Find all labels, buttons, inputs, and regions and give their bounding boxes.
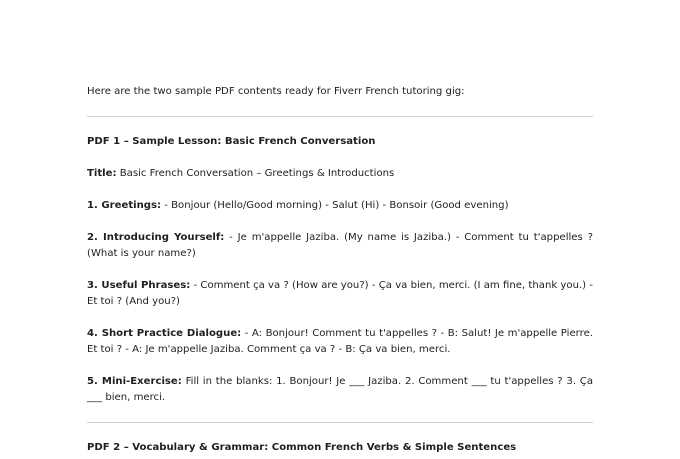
- item-text: - Bonjour (Hello/Good morning) - Salut (Hi) - Bonsoir (Good evening): [161, 200, 509, 211]
- pdf1-greetings: [87, 198, 593, 214]
- pdf1-dialogue: [87, 326, 593, 358]
- pdf1-title-line: [87, 166, 593, 182]
- item-text: - Je m'appelle Jaziba. (My name is Jaziba.) - Comment tu t'appelles ? (What is your name?): [87, 232, 593, 259]
- pdf1-introducing: [87, 230, 593, 262]
- item-text: - A: Bonjour! Comment tu t'appelles ? - B: Salut! Je m'appelle Pierre. Et toi ? - A: Je m'appelle Jaziba. Comment ça va ? - B: Ça va bien, merci.: [87, 328, 593, 355]
- item-text: Fill in the blanks: 1. Bonjour! Je ___ Jaziba. 2. Comment ___ tu t'appelles ? 3. Ça ___ bien, merci.: [87, 376, 594, 403]
- item-label: 1. Greetings:: [87, 200, 162, 211]
- divider: [87, 116, 593, 117]
- pdf2-heading: PDF 2 – Vocabulary & Grammar: Common French Verbs & Simple Sentences: [87, 442, 517, 453]
- item-text: - Comment ça va ? (How are you?) - Ça va bien, merci. (I am fine, thank you.) - Et toi ? (And you?): [87, 280, 593, 307]
- item-label: 3. Useful Phrases:: [87, 280, 191, 291]
- pdf1-exercise: [87, 374, 593, 406]
- item-label: 4. Short Practice Dialogue:: [87, 328, 242, 339]
- item-label: Title:: [87, 168, 117, 179]
- pdf1-heading: PDF 1 – Sample Lesson: Basic French Conversation: [87, 136, 376, 147]
- item-text: Basic French Conversation – Greetings & Introductions: [116, 168, 395, 179]
- intro-text: Here are the two sample PDF contents ready for Fiverr French tutoring gig:: [87, 86, 465, 97]
- pdf1-phrases: [87, 278, 593, 310]
- item-label: 5. Mini-Exercise:: [87, 376, 182, 387]
- item-label: 2. Introducing Yourself:: [87, 232, 225, 243]
- divider: [87, 422, 593, 423]
- document-body: [87, 84, 593, 456]
